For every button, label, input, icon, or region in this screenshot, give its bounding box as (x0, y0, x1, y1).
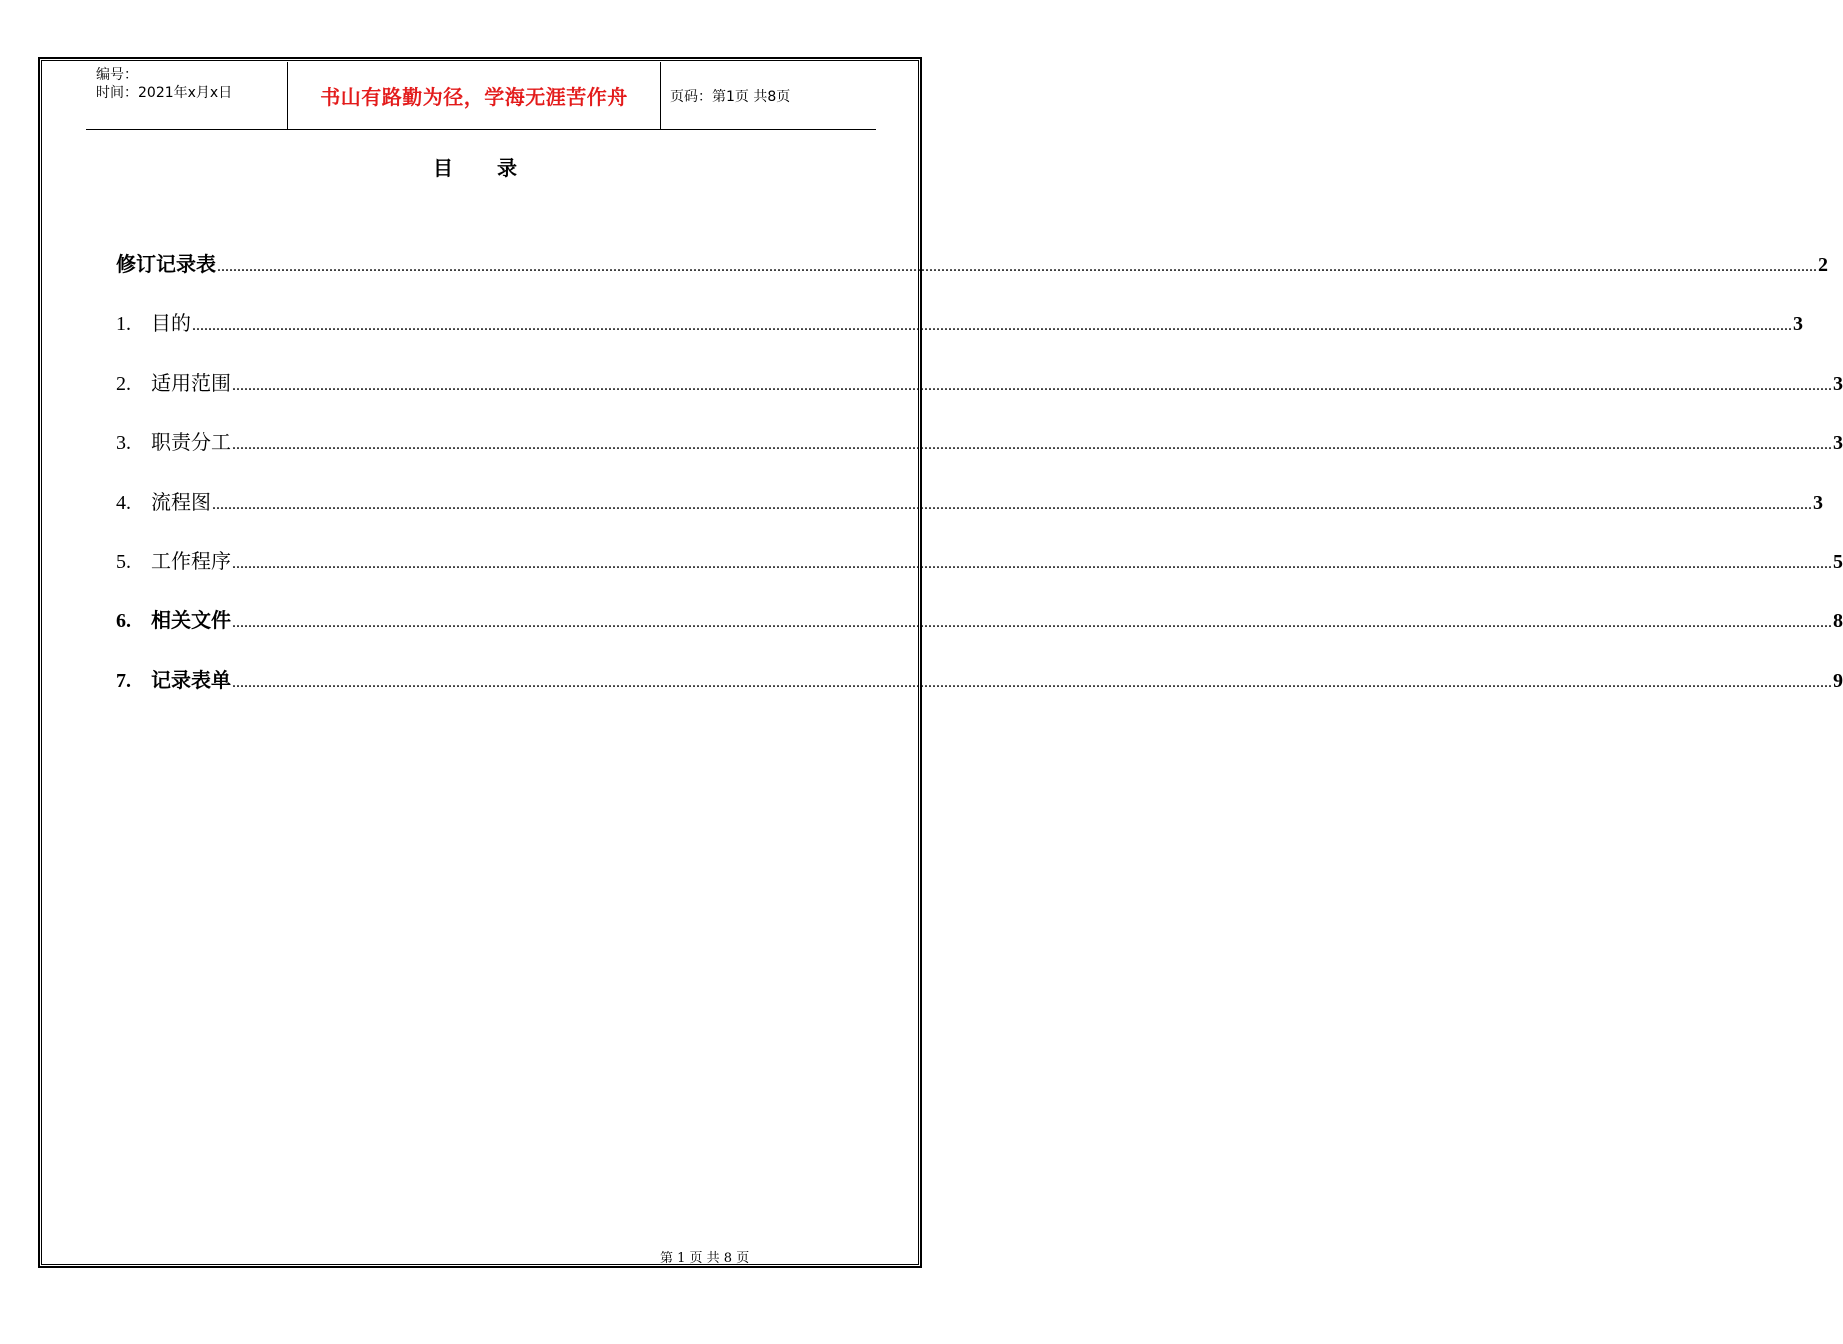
toc-entry-number: 1. (116, 313, 131, 336)
toc-entry-number: 3. (116, 432, 131, 455)
toc-entry-label: 职责分工 (151, 430, 231, 455)
toc-entry-number: 4. (116, 491, 131, 514)
toc-entry[interactable] (116, 664, 1843, 723)
toc-entry-page: 3 (1833, 372, 1843, 395)
toc-entry-page: 3 (1793, 313, 1803, 336)
header-page-info: 页码：第1页 共8页 (670, 88, 791, 105)
toc-dot-leader: ................................................................................................................................................................................................................................................................................................................................................................................................................ (232, 614, 1832, 632)
toc-entry[interactable] (116, 307, 1803, 366)
toc-dot-leader: ................................................................................................................................................................................................................................................................................................................................................................................................................ (217, 258, 1817, 275)
document-time: 时间：2021年x月x日 (96, 85, 233, 101)
toc-entry[interactable] (116, 604, 1843, 663)
toc-entry-label: 修订记录表 (116, 252, 216, 276)
toc-dot-leader: ................................................................................................................................................................................................................................................................................................................................................................................................................ (192, 317, 1792, 335)
toc-entry-label: 相关文件 (151, 608, 231, 633)
toc-dot-leader: ................................................................................................................................................................................................................................................................................................................................................................................................................ (232, 376, 1832, 394)
toc-entry-label: 目的 (151, 311, 191, 336)
toc-entry-number: 2. (116, 372, 131, 395)
page-footer: 第 1 页 共 8 页 (660, 1251, 750, 1266)
toc-title: 目录 (433, 156, 561, 180)
header-divider (660, 62, 661, 129)
toc-entry-page: 5 (1833, 550, 1843, 573)
toc-entry[interactable] (116, 486, 1823, 545)
toc-entry[interactable] (116, 426, 1843, 485)
page-header (86, 62, 876, 130)
toc-entry-page: 3 (1813, 491, 1823, 514)
header-motto: 书山有路勤为径，学海无涯苦作舟 (320, 85, 628, 109)
toc-entry-label: 流程图 (151, 489, 211, 514)
toc-entry-number: 6. (116, 610, 131, 633)
toc-entry-label: 适用范围 (151, 370, 231, 395)
toc-entry-number: 5. (116, 550, 131, 573)
toc-entry[interactable] (116, 367, 1843, 426)
toc-dot-leader: ................................................................................................................................................................................................................................................................................................................................................................................................................ (232, 554, 1832, 572)
header-meta (96, 66, 286, 102)
document-number: 编号： (96, 67, 138, 83)
toc-dot-leader: ................................................................................................................................................................................................................................................................................................................................................................................................................ (232, 673, 1832, 691)
toc-entry-label: 工作程序 (151, 548, 231, 573)
toc-entry[interactable] (116, 545, 1843, 604)
toc-entry-page: 2 (1818, 254, 1828, 276)
toc-dot-leader: ................................................................................................................................................................................................................................................................................................................................................................................................................ (232, 436, 1832, 454)
toc-dot-leader: ................................................................................................................................................................................................................................................................................................................................................................................................................ (212, 495, 1812, 513)
toc-entry-page: 9 (1833, 669, 1843, 692)
toc-entry-page: 3 (1833, 432, 1843, 455)
toc-entry[interactable] (116, 248, 1828, 307)
toc-entry-number: 7. (116, 669, 131, 692)
toc-entry-label: 记录表单 (151, 667, 231, 692)
table-of-contents (116, 248, 1843, 723)
toc-entry-page: 8 (1833, 610, 1843, 633)
